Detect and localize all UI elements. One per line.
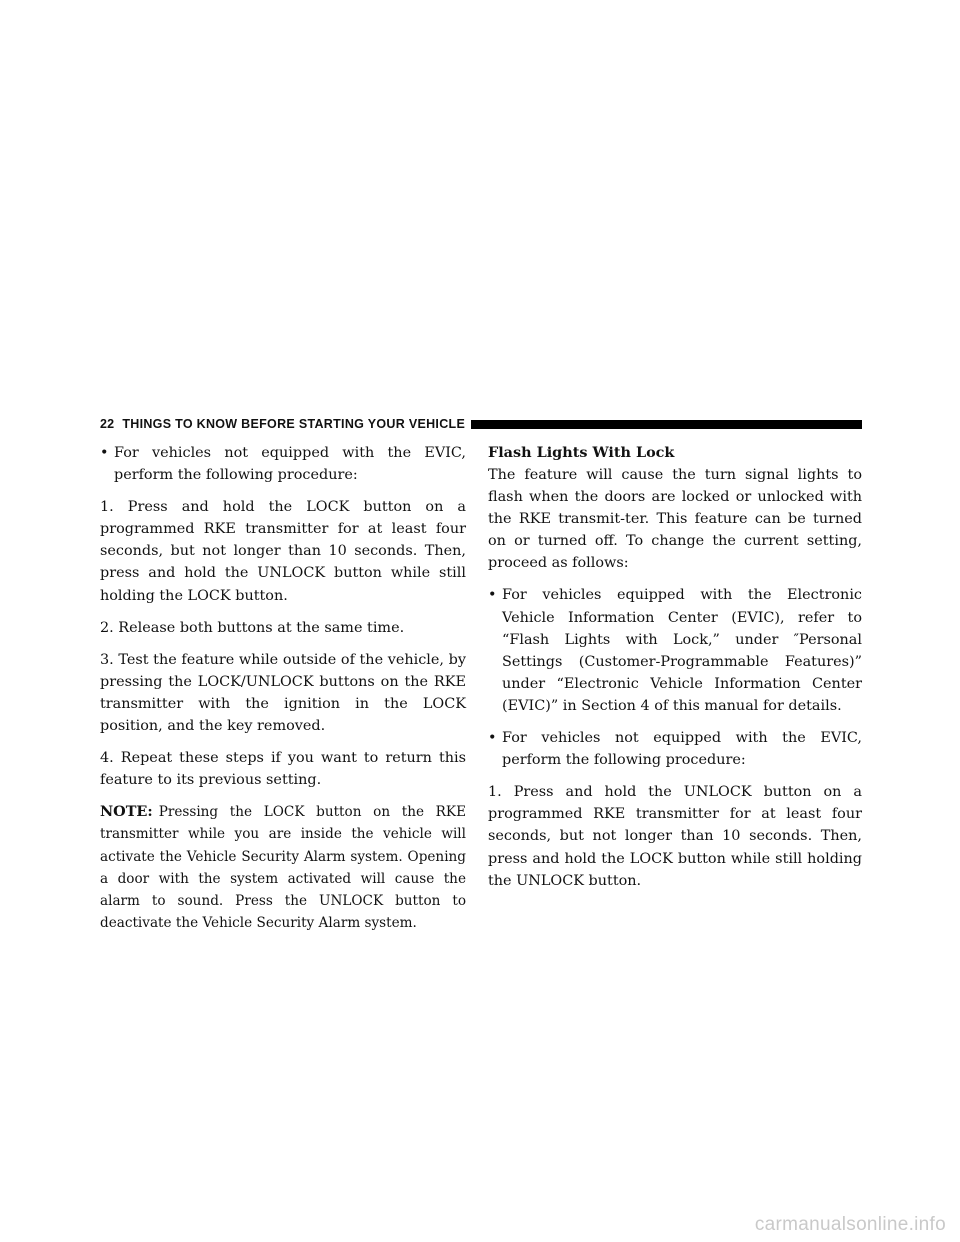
section-title: THINGS TO KNOW BEFORE STARTING YOUR VEHICLE xyxy=(122,417,466,431)
header-rule xyxy=(471,420,862,429)
note-label: NOTE: xyxy=(100,803,153,821)
left-column xyxy=(100,442,466,944)
list-item xyxy=(488,727,862,771)
bullet-icon: • xyxy=(100,445,109,461)
step-3: 3. Test the feature while outside of the vehicle, by pressing the LOCK/UNLOCK buttons on the RKE transmitter with the ignition in the LOCK position, and the key removed. xyxy=(100,651,466,735)
watermark[interactable]: carmanualsonline.info xyxy=(754,1214,946,1235)
note xyxy=(100,801,466,934)
right-column xyxy=(488,442,862,902)
bullet-text: For vehicles not equipped with the EVIC, perform the following procedure: xyxy=(502,730,862,769)
bullet-text: For vehicles not equipped with the EVIC, perform the following procedure: xyxy=(114,445,466,484)
step-2: 2. Release both buttons at the same time. xyxy=(100,619,405,636)
running-header xyxy=(100,415,862,433)
section-heading: Flash Lights With Lock xyxy=(488,444,675,461)
bullet-text: For vehicles equipped with the Electronic Vehicle Information Center (EVIC), refer to “Flash Lights with Lock,” under ″Personal Settings (Customer-Programmable Features)” under “Electronic Vehicle Information Center (EVIC)” in Section 4 of this manual for details. xyxy=(502,587,862,714)
note-text: Pressing the LOCK button on the RKE transmitter while you are inside the vehicle will activate the Vehicle Security Alarm system. Opening a door with the system activated will cause the alarm to sound. Press the UNLOCK button to deactivate the Vehicle Security Alarm system. xyxy=(100,804,466,931)
intro-paragraph: The feature will cause the turn signal lights to flash when the doors are locked or unlocked with the RKE transmit-ter. This feature can be turned on or turned off. To change the current setting, proceed as follows: xyxy=(488,467,862,572)
bullet-icon: • xyxy=(488,587,497,604)
step-4: 4. Repeat these steps if you want to return this feature to its previous setting. xyxy=(100,750,466,789)
list-item xyxy=(100,442,466,486)
bullet-icon: • xyxy=(488,730,497,747)
step-1: 1. Press and hold the UNLOCK button on a programmed RKE transmitter for at least four seconds, but not longer than 10 seconds. Then, press and hold the LOCK button while still holding the UNLOCK button. xyxy=(488,784,862,889)
list-item xyxy=(488,584,862,717)
page-number: 22 xyxy=(100,417,115,431)
step-1: 1. Press and hold the LOCK button on a programmed RKE transmitter for at least four seconds, but not longer than 10 seconds. Then, press and hold the UNLOCK button while still holding the LOCK button. xyxy=(100,499,466,604)
